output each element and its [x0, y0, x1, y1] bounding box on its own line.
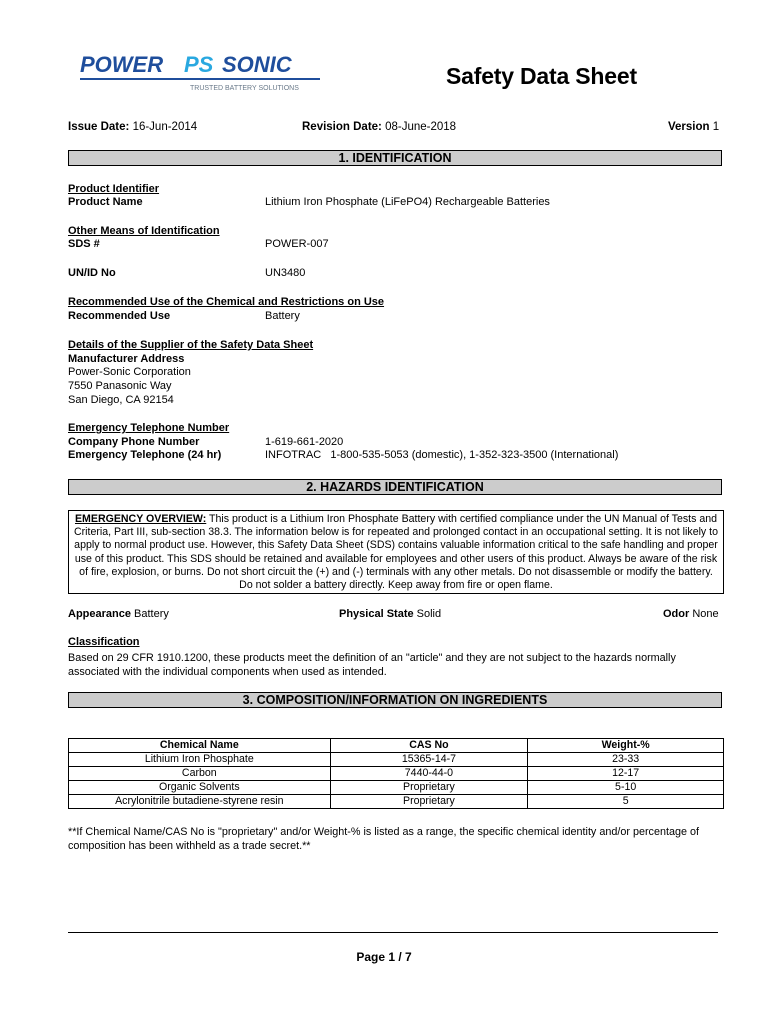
cell-cas-no: Proprietary — [330, 795, 528, 809]
appearance — [68, 608, 169, 620]
issue-date — [68, 121, 197, 133]
table-row — [69, 781, 724, 795]
emergency-heading: Emergency Telephone Number — [68, 422, 230, 434]
odor — [663, 608, 719, 620]
physical-state — [339, 608, 441, 620]
cell-chemical-name: Organic Solvents — [69, 781, 331, 795]
emergency-overview-box — [68, 510, 724, 594]
version — [668, 121, 719, 133]
column-header-weight: Weight-% — [528, 739, 724, 753]
cell-cas-no: 7440-44-0 — [330, 767, 528, 781]
cell-chemical-name: Acrylonitrile butadiene-styrene resin — [69, 795, 331, 809]
company-phone-value: 1-619-661-2020 — [265, 436, 344, 448]
footer-divider — [68, 932, 718, 933]
product-name-value: Lithium Iron Phosphate (LiFePO4) Rechargeable Batteries — [265, 196, 550, 208]
cell-chemical-name: Lithium Iron Phosphate — [69, 753, 331, 767]
page-number: Page 1 / 7 — [356, 950, 412, 964]
revision-date-value: 08-June-2018 — [385, 121, 457, 133]
recommended-use-heading: Recommended Use of the Chemical and Restrictions on Use — [68, 296, 385, 308]
supplier-heading: Details of the Supplier of the Safety Data Sheet — [68, 339, 314, 351]
address-line-1: Power-Sonic Corporation — [68, 366, 191, 378]
other-means-heading: Other Means of Identification — [68, 225, 220, 237]
cell-weight: 12-17 — [528, 767, 724, 781]
cell-weight: 23-33 — [528, 753, 724, 767]
sds-value: POWER-007 — [265, 238, 329, 250]
section-2-header: 2. HAZARDS IDENTIFICATION — [68, 479, 722, 495]
cell-cas-no: 15365-14-7 — [330, 753, 528, 767]
cell-chemical-name: Carbon — [69, 767, 331, 781]
logo-power: POWER — [80, 52, 164, 77]
recommended-use-label: Recommended Use — [68, 310, 171, 322]
classification-heading: Classification — [68, 636, 140, 648]
version-label: Version — [668, 121, 710, 133]
emergency-overview-text: This product is a Lithium Iron Phosphate Battery with certified compliance under the UN Manual of Tests and Criteria, Part III, sub-section 38.3. The information below is for repeated and prolonged contact in an occupational setting. It is not likely to apply to normal product use. However, this Safety Data Sheet (SDS) contains valuable information critical to the safe handling and proper use of this product. This SDS should be retained and available for employees and other users of this product. Always be aware of the risk of fire, explosion, or burns. Do not short circuit the (+) and (-) terminals with any other metals. Do not disassemble or modify the battery. Do not solder a battery directly. Keep away from fire or open flame. — [73, 513, 719, 592]
table-header-row — [69, 739, 724, 753]
document-title: Safety Data Sheet — [446, 63, 637, 89]
logo-graphic — [80, 50, 325, 95]
emergency-overview-label: EMERGENCY OVERVIEW: — [74, 513, 207, 525]
product-identifier-heading: Product Identifier — [68, 183, 160, 195]
sds-label: SDS # — [68, 238, 100, 250]
revision-date-label: Revision Date: — [302, 121, 382, 133]
company-phone-label: Company Phone Number — [68, 436, 200, 448]
section-3-header: 3. COMPOSITION/INFORMATION ON INGREDIENTS — [68, 692, 722, 708]
classification-text: Based on 29 CFR 1910.1200, these products meet the definition of an "article" and they are not subject to the hazards normally associated with the individual components when used as intended. — [68, 652, 676, 678]
logo-ps: PS — [184, 52, 214, 77]
unid-value: UN3480 — [265, 267, 306, 279]
address-line-2: 7550 Panasonic Way — [68, 380, 172, 392]
revision-date — [302, 121, 456, 133]
odor-label: Odor — [663, 608, 690, 620]
cell-weight: 5 — [528, 795, 724, 809]
appearance-value: Battery — [134, 608, 169, 620]
physical-state-label: Physical State — [339, 608, 414, 620]
logo-sonic: SONIC — [222, 52, 292, 77]
power-sonic-logo — [80, 50, 325, 95]
recommended-use-value: Battery — [265, 310, 300, 322]
column-header-cas-no: CAS No — [330, 739, 528, 753]
physical-state-value: Solid — [416, 608, 442, 620]
cell-weight: 5-10 — [528, 781, 724, 795]
odor-value: None — [692, 608, 719, 620]
table-row — [69, 753, 724, 767]
issue-date-value: 16-Jun-2014 — [132, 121, 198, 133]
logo-tagline: TRUSTED BATTERY SOLUTIONS — [190, 85, 299, 92]
ingredients-table — [68, 738, 724, 809]
unid-label: UN/ID No — [68, 267, 116, 279]
trade-secret-note: **If Chemical Name/CAS No is "proprietary" and/or Weight-% is listed as a range, the specific chemical identity and/or percentage of composition has been withheld as a trade secret.** — [68, 826, 699, 852]
issue-date-label: Issue Date: — [68, 121, 130, 133]
cell-cas-no: Proprietary — [330, 781, 528, 795]
emergency-phone-value: INFOTRAC 1-800-535-5053 (domestic), 1-352-323-3500 (International) — [265, 449, 619, 461]
column-header-chemical-name: Chemical Name — [69, 739, 331, 753]
address-line-3: San Diego, CA 92154 — [68, 394, 174, 406]
table-row — [69, 795, 724, 809]
emergency-phone-label: Emergency Telephone (24 hr) — [68, 449, 222, 461]
version-value: 1 — [712, 121, 720, 133]
section-1-header: 1. IDENTIFICATION — [68, 150, 722, 166]
table-row — [69, 767, 724, 781]
appearance-label: Appearance — [68, 608, 131, 620]
manufacturer-address-label: Manufacturer Address — [68, 353, 185, 365]
product-name-label: Product Name — [68, 196, 143, 208]
